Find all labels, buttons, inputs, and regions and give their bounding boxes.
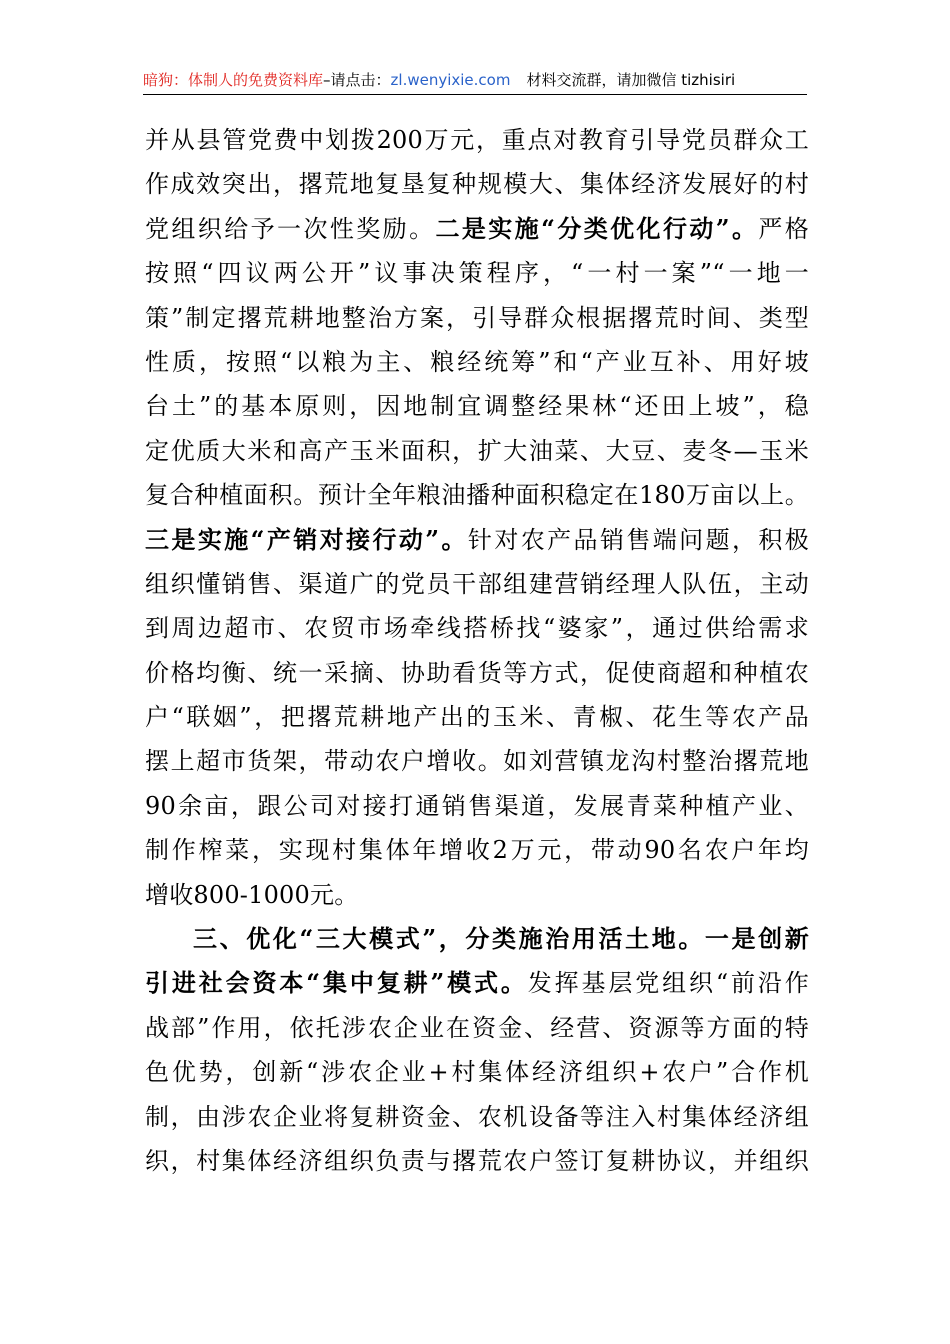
header-prompt: –请点击：	[323, 71, 391, 89]
header-brand: 暗狗：体制人的免费资料库	[143, 71, 324, 89]
header-url-link[interactable]: zl.wenyixie.com	[390, 71, 511, 89]
text-line: 策”制定撂荒耕地整治方案，引导群众根据撂荒时间、类型	[145, 303, 809, 332]
text-line: 三是实施“产销对接行动”。针对农产品销售端问题，积极	[145, 524, 809, 554]
text-line: 定优质大米和高产玉米面积，扩大油菜、大豆、麦冬—玉米	[145, 436, 809, 465]
text-line: 党组织给予一次性奖励。二是实施“分类优化行动”。严格	[145, 213, 809, 243]
bold-heading: 二是实施“分类优化行动”。	[435, 213, 759, 243]
bold-heading: 引进社会资本“集中复耕”模式。	[145, 968, 528, 998]
text-line: 制，由涉农企业将复耕资金、农机设备等注入村集体经济组	[145, 1102, 809, 1131]
text-line: 组织懂销售、渠道广的党员干部组建营销经理人队伍，主动	[145, 569, 809, 598]
text-line: 到周边超市、农贸市场牵线搭桥找“婆家”，通过供给需求	[145, 614, 809, 643]
text-line: 户“联姻”，把撂荒耕地产出的玉米、青椒、花生等农产品	[145, 703, 809, 732]
text-line: 增收800-1000元。	[145, 880, 359, 909]
text-line: 摆上超市货架，带动农户增收。如刘营镇龙沟村整治撂荒地	[145, 747, 809, 776]
text-line: 性质，按照“以粮为主、粮经统筹”和“产业互补、用好坡	[145, 347, 809, 376]
text-line: 按照“四议两公开”议事决策程序，“一村一案”“一地一	[145, 259, 809, 288]
section-heading: 三、优化“三大模式”，分类施治用活土地。一是创新	[193, 924, 809, 954]
body-text	[145, 118, 809, 1183]
text-line: 作成效突出，撂荒地复垦复种规模大、集体经济发展好的村	[145, 170, 809, 199]
text-line: 引进社会资本“集中复耕”模式。发挥基层党组织“前沿作	[145, 968, 810, 998]
bold-heading: 三是实施“产销对接行动”。	[145, 524, 468, 554]
header-divider	[143, 94, 807, 95]
text-line: 并从县管党费中划拨200万元，重点对教育引导党员群众工	[145, 126, 809, 154]
text-line: 色优势，创新“涉农企业+村集体经济组织+农户”合作机	[145, 1058, 809, 1087]
text-line: 制作榨菜，实现村集体年增收2万元，带动90名农户年均	[145, 836, 809, 865]
text-line: 台土”的基本原则，因地制宜调整经果林“还田上坡”，稳	[145, 392, 809, 421]
text-line: 战部”作用，依托涉农企业在资金、经营、资源等方面的特	[145, 1013, 809, 1042]
text-line: 织，村集体经济组织负责与撂荒农户签订复耕协议，并组织	[145, 1146, 809, 1175]
text-line: 90余亩，跟公司对接打通销售渠道，发展青菜种植产业、	[145, 791, 809, 820]
section-heading-line	[145, 917, 809, 961]
text-line: 价格均衡、统一采摘、协助看货等方式，促使商超和种植农	[145, 658, 809, 687]
header-contact: 材料交流群，请加微信 tizhisiri	[526, 71, 736, 89]
text-line: 复合种植面积。预计全年粮油播种面积稳定在180万亩以上。	[145, 481, 809, 510]
